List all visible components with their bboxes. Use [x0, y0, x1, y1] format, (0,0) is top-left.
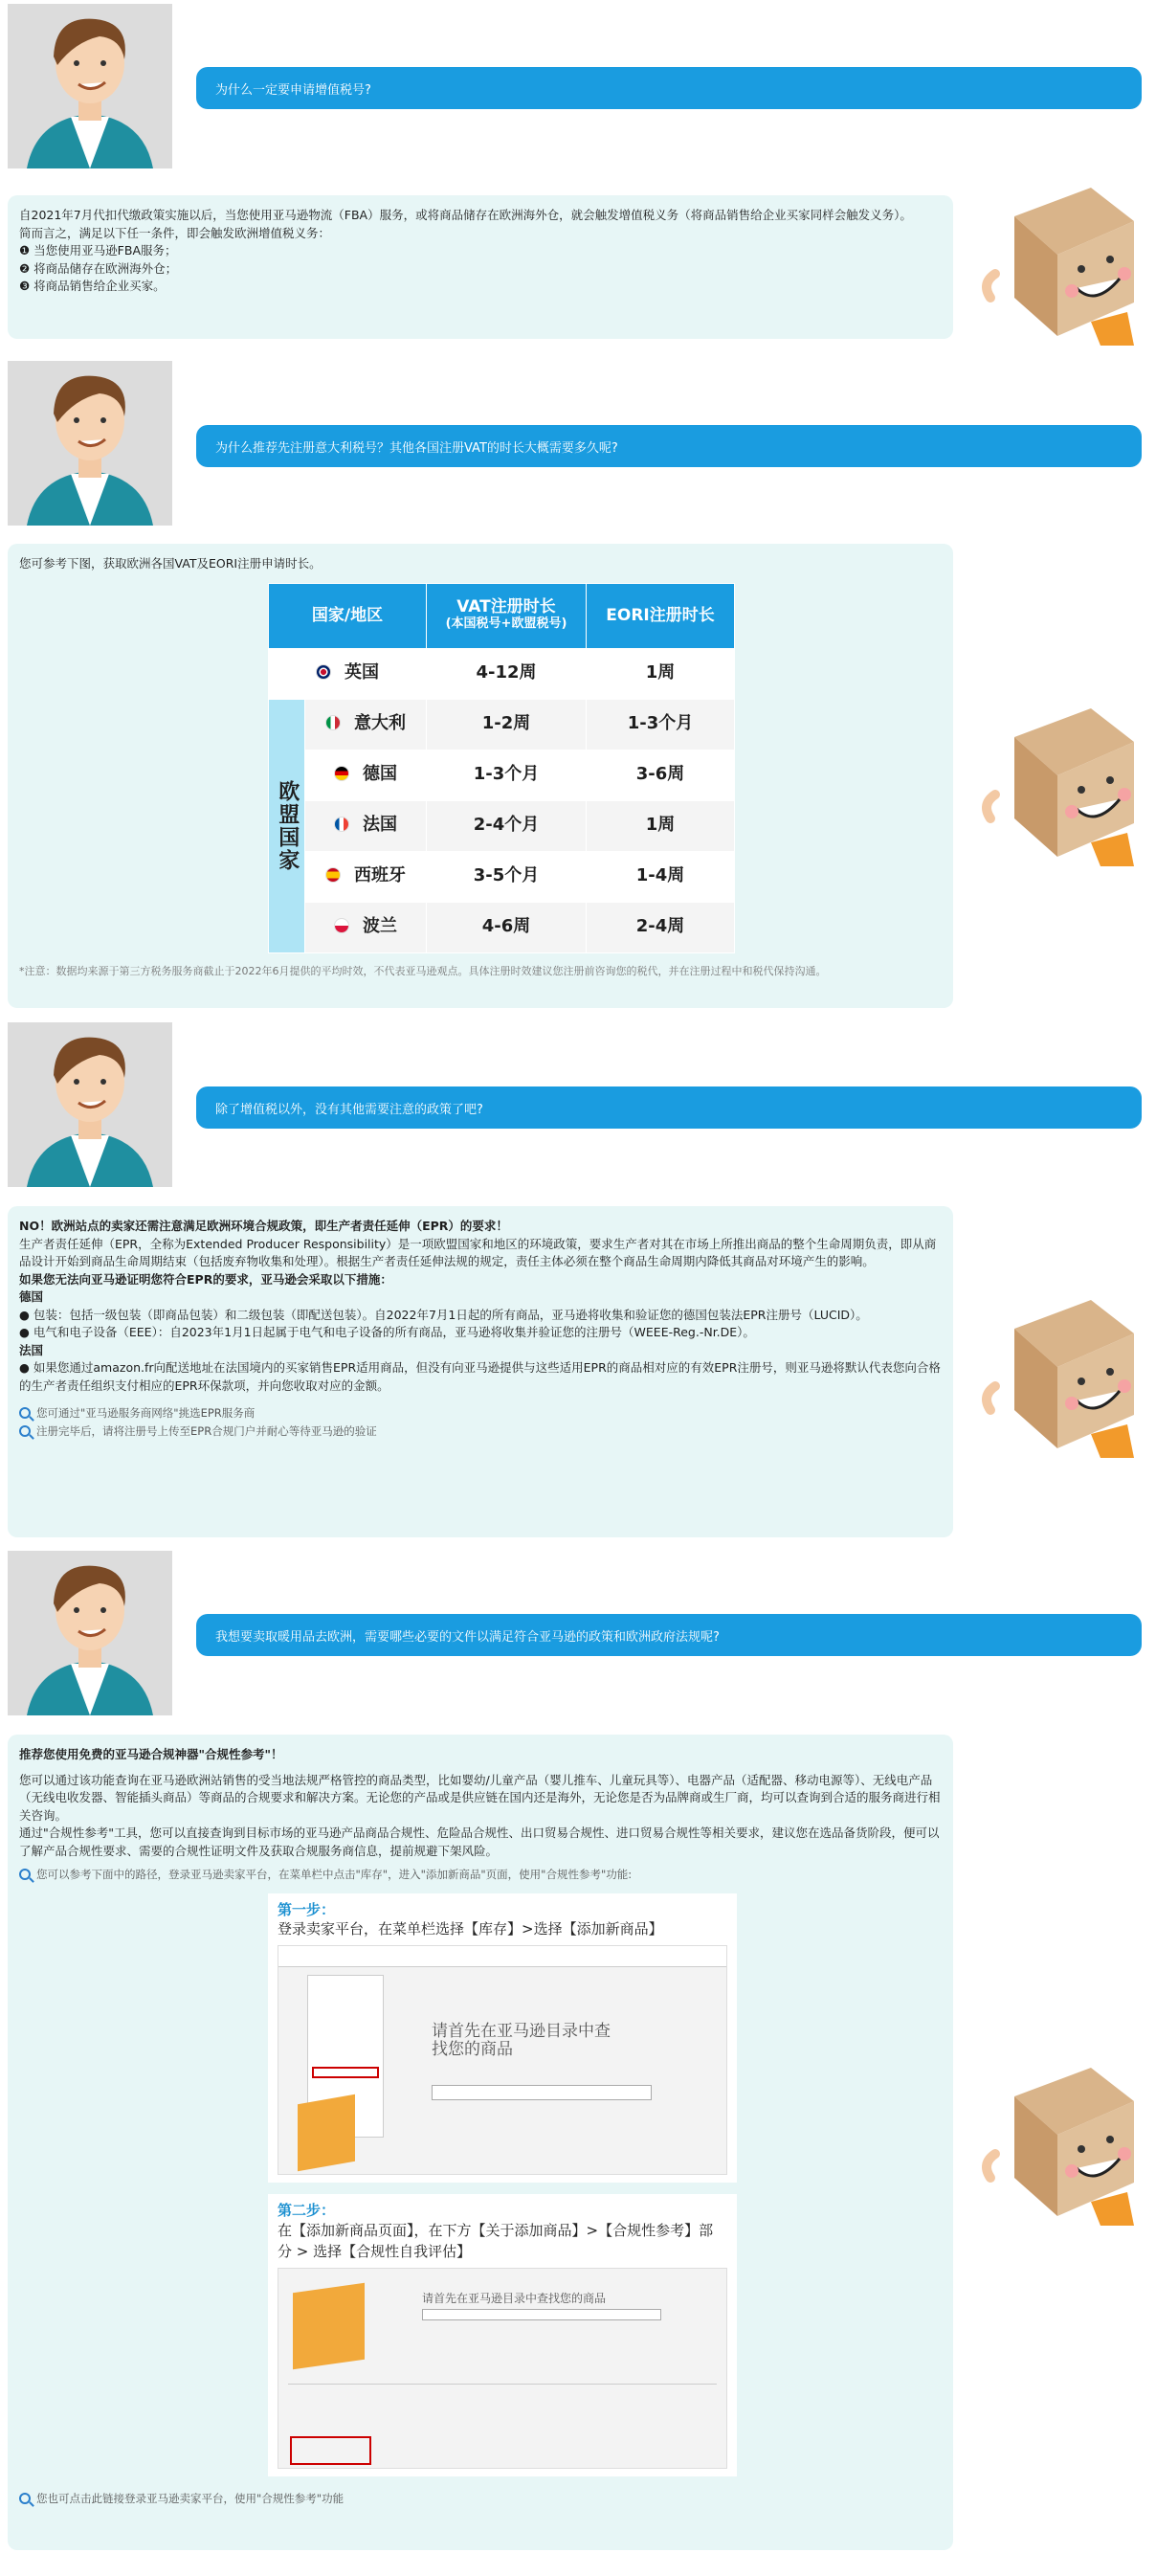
user-avatar: [8, 4, 172, 168]
spain-flag-icon: [325, 867, 341, 883]
step-card: [268, 1893, 737, 2184]
country-cell: 德国: [305, 750, 427, 800]
vat-cell: 2-4个月: [427, 800, 587, 851]
answer-line: 推荐您使用免费的亚马逊合规神器"合规性参考"！: [19, 1747, 283, 1761]
question-bubble: 为什么一定要申请增值税号?: [196, 67, 1142, 109]
answer-bubble: [8, 1735, 953, 2550]
uk-flag-icon: [316, 664, 331, 680]
answer-line: 生产者责任延伸（EPR，全称为Extended Producer Responsibility）是一项欧盟国家和地区的环境政策，要求生产者对其在市场上所推出商品的整个生命周期负责，即从商品设计开始到商品生命周期结束（包括废弃物收集和处理）。根据生产者责任延伸法规的规定，责任主体必须在整个商品生命周期内降低其商品对环境产生的影响。: [19, 1236, 937, 1268]
table-header-eori: EORI注册时长: [587, 583, 735, 648]
question-bubble: 我想要卖取暖用品去欧洲，需要哪些必要的文件以满足符合亚马逊的政策和欧洲政府法规呢?: [196, 1614, 1142, 1656]
user-avatar: [8, 1022, 172, 1187]
table-header-country: 国家/地区: [269, 583, 427, 648]
screenshot-heading: 请首先在亚马逊目录中查找您的商品: [432, 2022, 611, 2059]
answer-line: ● 电气和电子设备（EEE）：自2023年1月1日起属于电气和电子设备的所有商品，亚马逊将收集并验证您的注册号（WEEE-Reg.-Nr.DE）。: [19, 1325, 755, 1339]
step-screenshot: [278, 1945, 727, 2175]
eori-cell: 1-3个月: [587, 699, 735, 750]
box-mascot: [976, 699, 1144, 870]
answer-line: 法国: [19, 1342, 44, 1357]
seller-central-link[interactable]: 您也可点击此链接登录亚马逊卖家平台，使用"合规性参考"功能: [19, 2490, 942, 2508]
epr-provider-link[interactable]: 您可通过"亚马逊服务商网络"挑选EPR服务商: [19, 1404, 942, 1422]
step-desc: 在【添加新商品页面】，在下方【关于添加商品】>【合规性参考】部分 > 选择【合规性自我评估】: [278, 2221, 714, 2260]
answer-bubble: [8, 544, 953, 1008]
step-title: 第一步：: [278, 1900, 336, 1918]
user-avatar: [8, 1551, 172, 1715]
answer-line: 如果您无法向亚马逊证明您符合EPR的要求，亚马逊会采取以下措施：: [19, 1271, 392, 1287]
table-row: [269, 851, 735, 902]
box-mascot: [976, 2058, 1144, 2229]
answer-line: ❶ 当您使用亚马逊FBA服务；: [19, 243, 177, 258]
table-row: [269, 750, 735, 800]
path-hint: 您可以参考下面中的路径，登录亚马逊卖家平台，在菜单栏中点击"库存"，进入"添加新商品"页面，使用"合规性参考"功能:: [19, 1866, 942, 1884]
eori-cell: 2-4周: [587, 902, 735, 952]
eori-cell: 1周: [587, 800, 735, 851]
search-icon: [19, 1869, 31, 1880]
vat-cell: 3-5个月: [427, 851, 587, 902]
step-title: 第二步：: [278, 2202, 336, 2219]
eu-group-label: 欧盟国家: [269, 699, 305, 952]
answer-bubble: [8, 1206, 953, 1537]
table-row: [269, 648, 735, 699]
poland-flag-icon: [334, 918, 349, 933]
user-avatar: [8, 361, 172, 526]
answer-bubble: [8, 195, 953, 339]
vat-table: [268, 583, 735, 953]
country-cell: 波兰: [305, 902, 427, 952]
screenshot-heading: 请首先在亚马逊目录中查找您的商品: [422, 2291, 607, 2305]
answer-line: 您可以通过该功能查询在亚马逊欧洲站销售的受当地法规严格管控的商品类型，比如婴幼/儿童产品（婴儿推车、儿童玩具等）、电器产品（适配器、移动电源等）、无线电产品（无线电收发器、智能插头商品）等商品的合规要求和解决方案。无论您的产品或是供应链在国内还是海外，无论您是否为品牌商或生厂商，均可以查询到合适的服务商进行相关咨询。: [19, 1772, 941, 1823]
country-cell: 英国: [269, 648, 427, 699]
france-flag-icon: [334, 817, 349, 832]
answer-line: 通过"合规性参考"工具，您可以直接查询到目标市场的亚马逊产品商品合规性、危险品合规性、出口贸易合规性、进口贸易合规性等相关要求，建议您在选品备货阶段，便可以了解产品合规性要求、需要的合规性证明文件及获取合规服务商信息，提前规避下架风险。: [19, 1826, 940, 1858]
search-icon: [19, 2493, 31, 2504]
table-row: [269, 800, 735, 851]
table-row: [269, 699, 735, 750]
vat-cell: 1-3个月: [427, 750, 587, 800]
table-note: *注意：数据均来源于第三方税务服务商截止于2022年6月提供的平均时效，不代表亚马逊观点。具体注册时效建议您注册前咨询您的税代，并在注册过程中和税代保持沟通。: [19, 964, 827, 977]
answer-line: ❷ 将商品储存在欧洲海外仓；: [19, 260, 178, 276]
italy-flag-icon: [325, 715, 341, 730]
question-bubble: 为什么推荐先注册意大利税号？其他各国注册VAT的时长大概需要多久呢?: [196, 425, 1142, 467]
step-card: [268, 2194, 737, 2476]
epr-portal-link[interactable]: 注册完毕后，请将注册号上传至EPR合规门户并耐心等待亚马逊的验证: [19, 1422, 942, 1441]
answer-line: NO！欧洲站点的卖家还需注意满足欧洲环境合规政策，即生产者责任延伸（EPR）的要求！: [19, 1219, 508, 1233]
country-cell: 意大利: [305, 699, 427, 750]
answer-line: ● 如果您通过amazon.fr向配送地址在法国境内的买家销售EPR适用商品，但没有向亚马逊提供与这些适用EPR的商品相对应的有效EPR注册号，则亚马逊将默认代表您向合格的生产者责任组织支付相应的EPR环保款项，并向您收取对应的金额。: [19, 1360, 941, 1393]
question-bubble: 除了增值税以外，没有其他需要注意的政策了吧?: [196, 1086, 1142, 1129]
answer-line: ● 包装：包括一级包装（即商品包装）和二级包装（即配送包装）。自2022年7月1日起的所有商品，亚马逊将收集和验证您的德国包装法EPR注册号（LUCID）。: [19, 1307, 868, 1322]
box-mascot: [976, 1290, 1144, 1462]
eori-cell: 1周: [587, 648, 735, 699]
answer-line: 自2021年7月代扣代缴政策实施以后，当您使用亚马逊物流（FBA）服务，或将商品储存在欧洲海外仓，就会触发增值税义务（将商品销售给企业买家同样会触发义务）。: [19, 208, 912, 222]
country-cell: 法国: [305, 800, 427, 851]
table-header-vat: VAT注册时长 (本国税号+欧盟税号): [427, 583, 587, 648]
vat-cell: 4-6周: [427, 902, 587, 952]
vat-cell: 4-12周: [427, 648, 587, 699]
search-icon: [19, 1407, 31, 1419]
germany-flag-icon: [334, 766, 349, 781]
table-row: [269, 902, 735, 952]
answer-line: 简而言之，满足以下任一条件，即会触发欧洲增值税义务：: [19, 225, 331, 240]
step-screenshot: [278, 2268, 727, 2469]
eori-cell: 3-6周: [587, 750, 735, 800]
vat-cell: 1-2周: [427, 699, 587, 750]
box-mascot: [976, 178, 1144, 349]
answer-line: 德国: [19, 1289, 44, 1304]
search-icon: [19, 1425, 31, 1437]
answer-line: ❸ 将商品销售给企业买家。: [19, 279, 166, 293]
eori-cell: 1-4周: [587, 851, 735, 902]
step-desc: 登录卖家平台，在菜单栏选择【库存】>选择【添加新商品】: [278, 1920, 663, 1938]
answer-intro: 您可参考下图，获取欧洲各国VAT及EORI注册申请时长。: [19, 556, 322, 571]
country-cell: 西班牙: [305, 851, 427, 902]
